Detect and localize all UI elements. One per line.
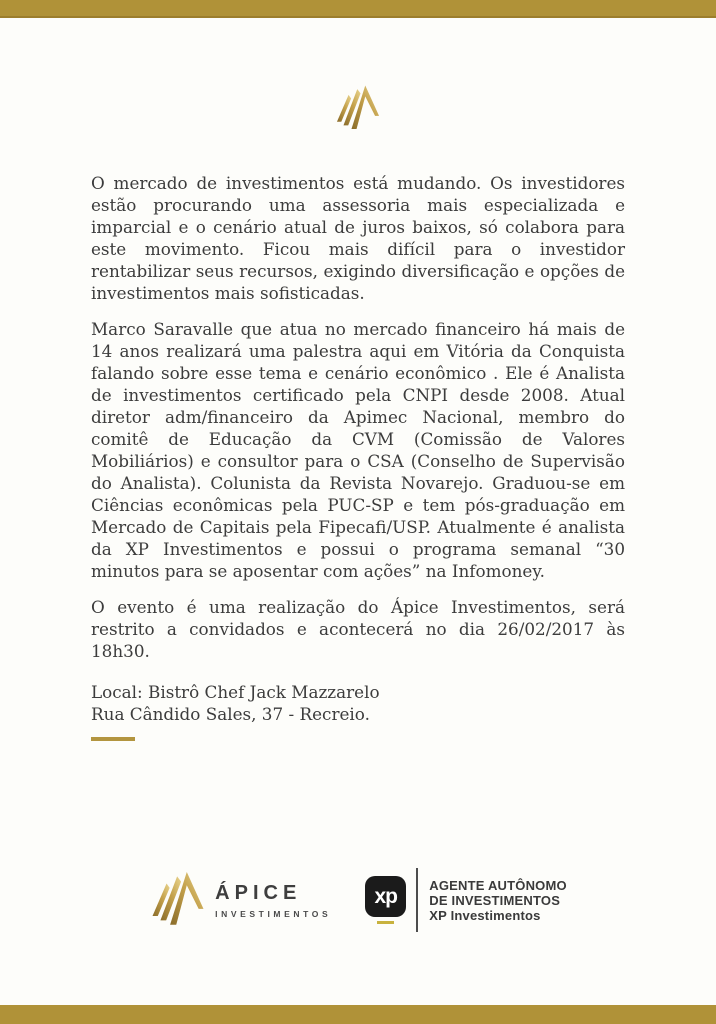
xp-agent-line-2: DE INVESTIMENTOS (429, 892, 561, 908)
footer-vertical-divider (416, 868, 418, 932)
apice-mark-icon (149, 870, 207, 930)
venue-block (91, 681, 625, 725)
xp-gold-underline (377, 921, 394, 924)
xp-agent-line-3: XP Investimentos (429, 907, 541, 923)
xp-logo-icon: xp (365, 876, 406, 917)
venue-address-line: Rua Cândido Sales, 37 - Recreio. (91, 704, 370, 724)
paragraph-event-details: O evento é uma realização do Ápice Investimentos, será restrito a convidados e acontecerá no dia 26/02/2017 às 18h30. (91, 597, 625, 661)
gold-divider-rule (91, 737, 135, 741)
apice-name-label: ÁPICE (215, 881, 302, 904)
top-gold-bar (0, 0, 716, 18)
paragraph-speaker-bio: Marco Saravalle que atua no mercado financeiro há mais de 14 anos realizará uma palestra aqui em Vitória da Conquista falando sobre esse tema e cenário econômico . Ele é Analista de investimentos certificado pela CNPI desde 2008. Atual diretor adm/financeiro da Apimec Nacional, membro do comitê de Educação da CVM (Comissão de Valores Mobiliários) e consultor para o CSA (Conselho de Supervisão do Analista). Colunista da Revista Novarejo. Graduou-se em Ciências econômicas pela PUC-SP e tem pós-graduação em Mercado de Capitais pela Fipecafi/USP. Atualmente é analista da XP Investimentos e possui o programa semanal “30 minutos para se aposentar com ações” na Infomoney. (91, 319, 625, 581)
xp-agent-text (429, 878, 567, 923)
footer-logos-row (0, 862, 716, 938)
xp-logo (365, 876, 406, 924)
paragraph-market-change: O mercado de investimentos está mudando. Os investidores estão procurando uma assessoria mais especializada e imparcial e o cenário atual de juros baixos, só colabora para este movimento. Ficou mais difícil para o investidor rentabilizar seus recursos, exigindo diversificação e opções de investimentos mais sofisticadas. (91, 173, 625, 303)
apice-wordmark (215, 882, 331, 919)
apice-subtitle-label: INVESTIMENTOS (215, 908, 332, 919)
xp-agent-line-1: AGENTE AUTÔNOMO (429, 877, 567, 893)
document-body (91, 172, 625, 741)
bottom-gold-bar (0, 1005, 716, 1024)
header-logo-container (0, 84, 716, 133)
apice-logo (149, 870, 331, 930)
apice-mark-icon (334, 84, 382, 133)
venue-location-line: Local: Bistrô Chef Jack Mazzarelo (91, 682, 380, 702)
